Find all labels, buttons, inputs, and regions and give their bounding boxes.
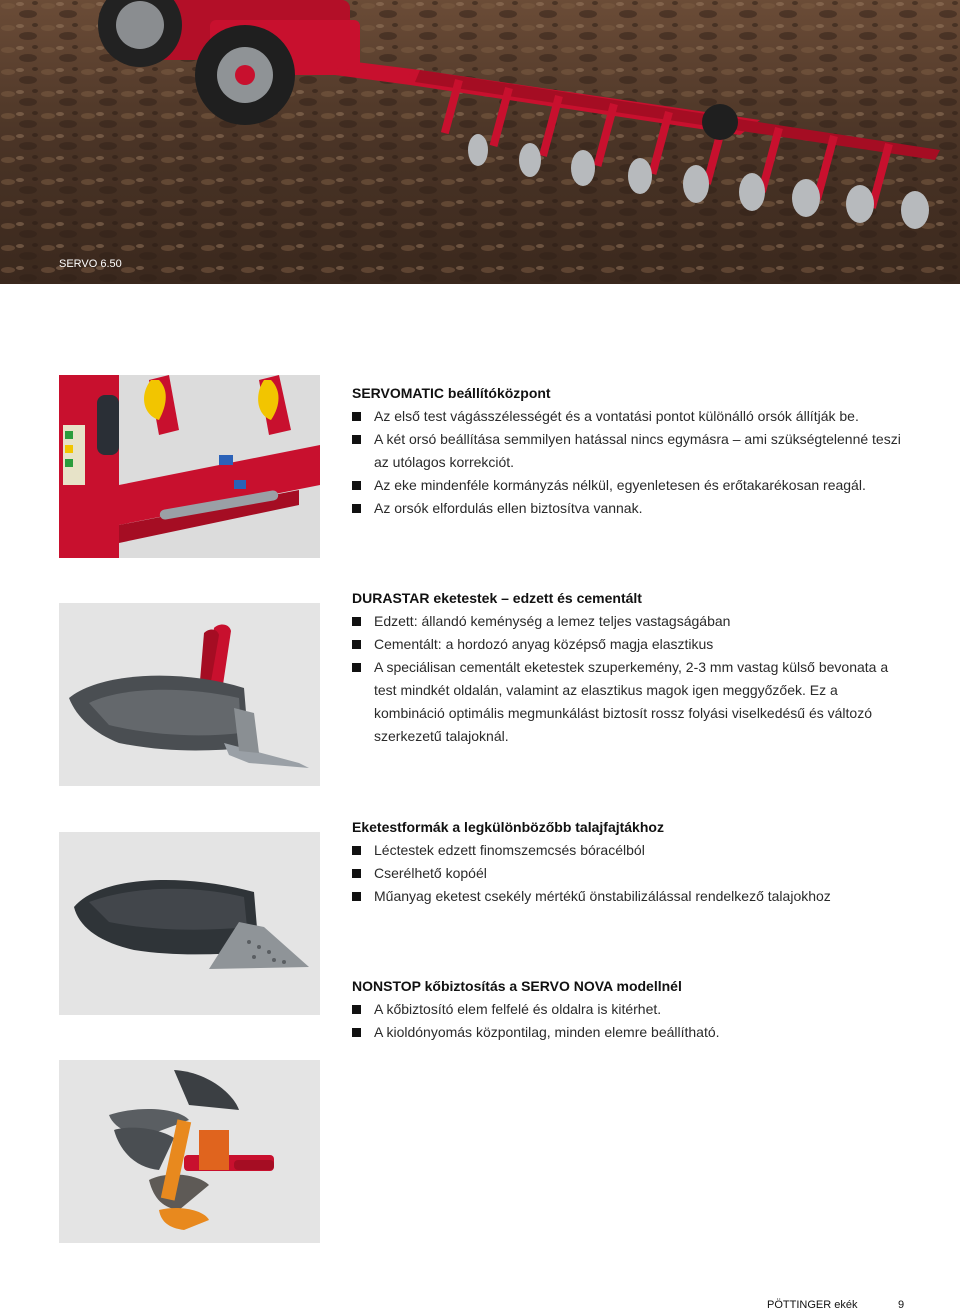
section-title: NONSTOP kőbiztosítás a SERVO NOVA modellnél [352,978,682,994]
durastar-mouldboard-illustration [59,603,320,786]
square-bullet-icon [352,412,361,421]
list-item: Cserélhető kopóél [352,862,912,885]
list-item: Az eke mindenféle kormányzás nélkül, egyenletesen és erőtakarékosan reagál. [352,474,912,497]
square-bullet-icon [352,663,361,672]
list-item: Műanyag eketest csekély mértékű önstabilizálással rendelkező talajokhoz [352,885,912,908]
list-item: A kioldónyomás központilag, minden elemre beállítható. [352,1021,912,1044]
list-item: Edzett: állandó keménység a lemez teljes vastagságában [352,610,912,633]
nonstop-photo [59,1060,320,1243]
hero-caption: SERVO 6.50 [59,258,122,270]
servomatic-photo [59,375,320,558]
square-bullet-icon [352,846,361,855]
durastar-photo [59,603,320,786]
section-title: SERVOMATIC beállítóközpont [352,385,551,401]
square-bullet-icon [352,1028,361,1037]
list-item: Az orsók elfordulás ellen biztosítva vannak. [352,497,912,520]
section-mouldboard-forms [352,819,912,908]
square-bullet-icon [352,481,361,490]
list-item: A kőbiztosító elem felfelé és oldalra is kitérhet. [352,998,912,1021]
section-nonstop [352,978,912,1044]
square-bullet-icon [352,617,361,626]
servomatic-illustration [59,375,320,558]
tractor-plough-illustration [0,0,960,284]
square-bullet-icon [352,1005,361,1014]
list-item: Az első test vágásszélességét és a vontatási pontot különálló orsók állítják be. [352,405,912,428]
square-bullet-icon [352,640,361,649]
square-bullet-icon [352,504,361,513]
nonstop-illustration [59,1060,320,1243]
plastic-mouldboard-illustration [59,832,320,1015]
hero-photo [0,0,960,284]
page-number: 9 [898,1299,905,1311]
section-title: Eketestformák a legkülönbözőbb talajfajtákhoz [352,819,664,835]
square-bullet-icon [352,435,361,444]
bullet-list [352,998,912,1044]
list-item: Cementált: a hordozó anyag középső magja elasztikus [352,633,912,656]
bullet-list [352,610,912,748]
list-item: A két orsó beállítása semmilyen hatással nincs egymásra – ami szükségtelenné teszi az utólagos korrekciót. [352,428,912,474]
section-servomatic [352,385,912,520]
footer-brand: PÖTTINGER ekék [767,1299,858,1311]
square-bullet-icon [352,892,361,901]
section-durastar [352,590,912,748]
list-item: A speciálisan cementált eketestek szuperkemény, 2-3 mm vastag külső bevonata a test mindkét oldalán, valamint az elasztikus magok igen meggyőzőek. Ez a kombináció optimális megmunkálást biztosít rossz folyási viselkedésű és változó szerkezetű talajoknál. [352,656,912,748]
section-title: DURASTAR eketestek – edzett és cementált [352,590,642,606]
list-item: Léctestek edzett finomszemcsés bóracélból [352,839,912,862]
square-bullet-icon [352,869,361,878]
bullet-list [352,405,912,520]
bullet-list [352,839,912,908]
plastic-mouldboard-photo [59,832,320,1015]
